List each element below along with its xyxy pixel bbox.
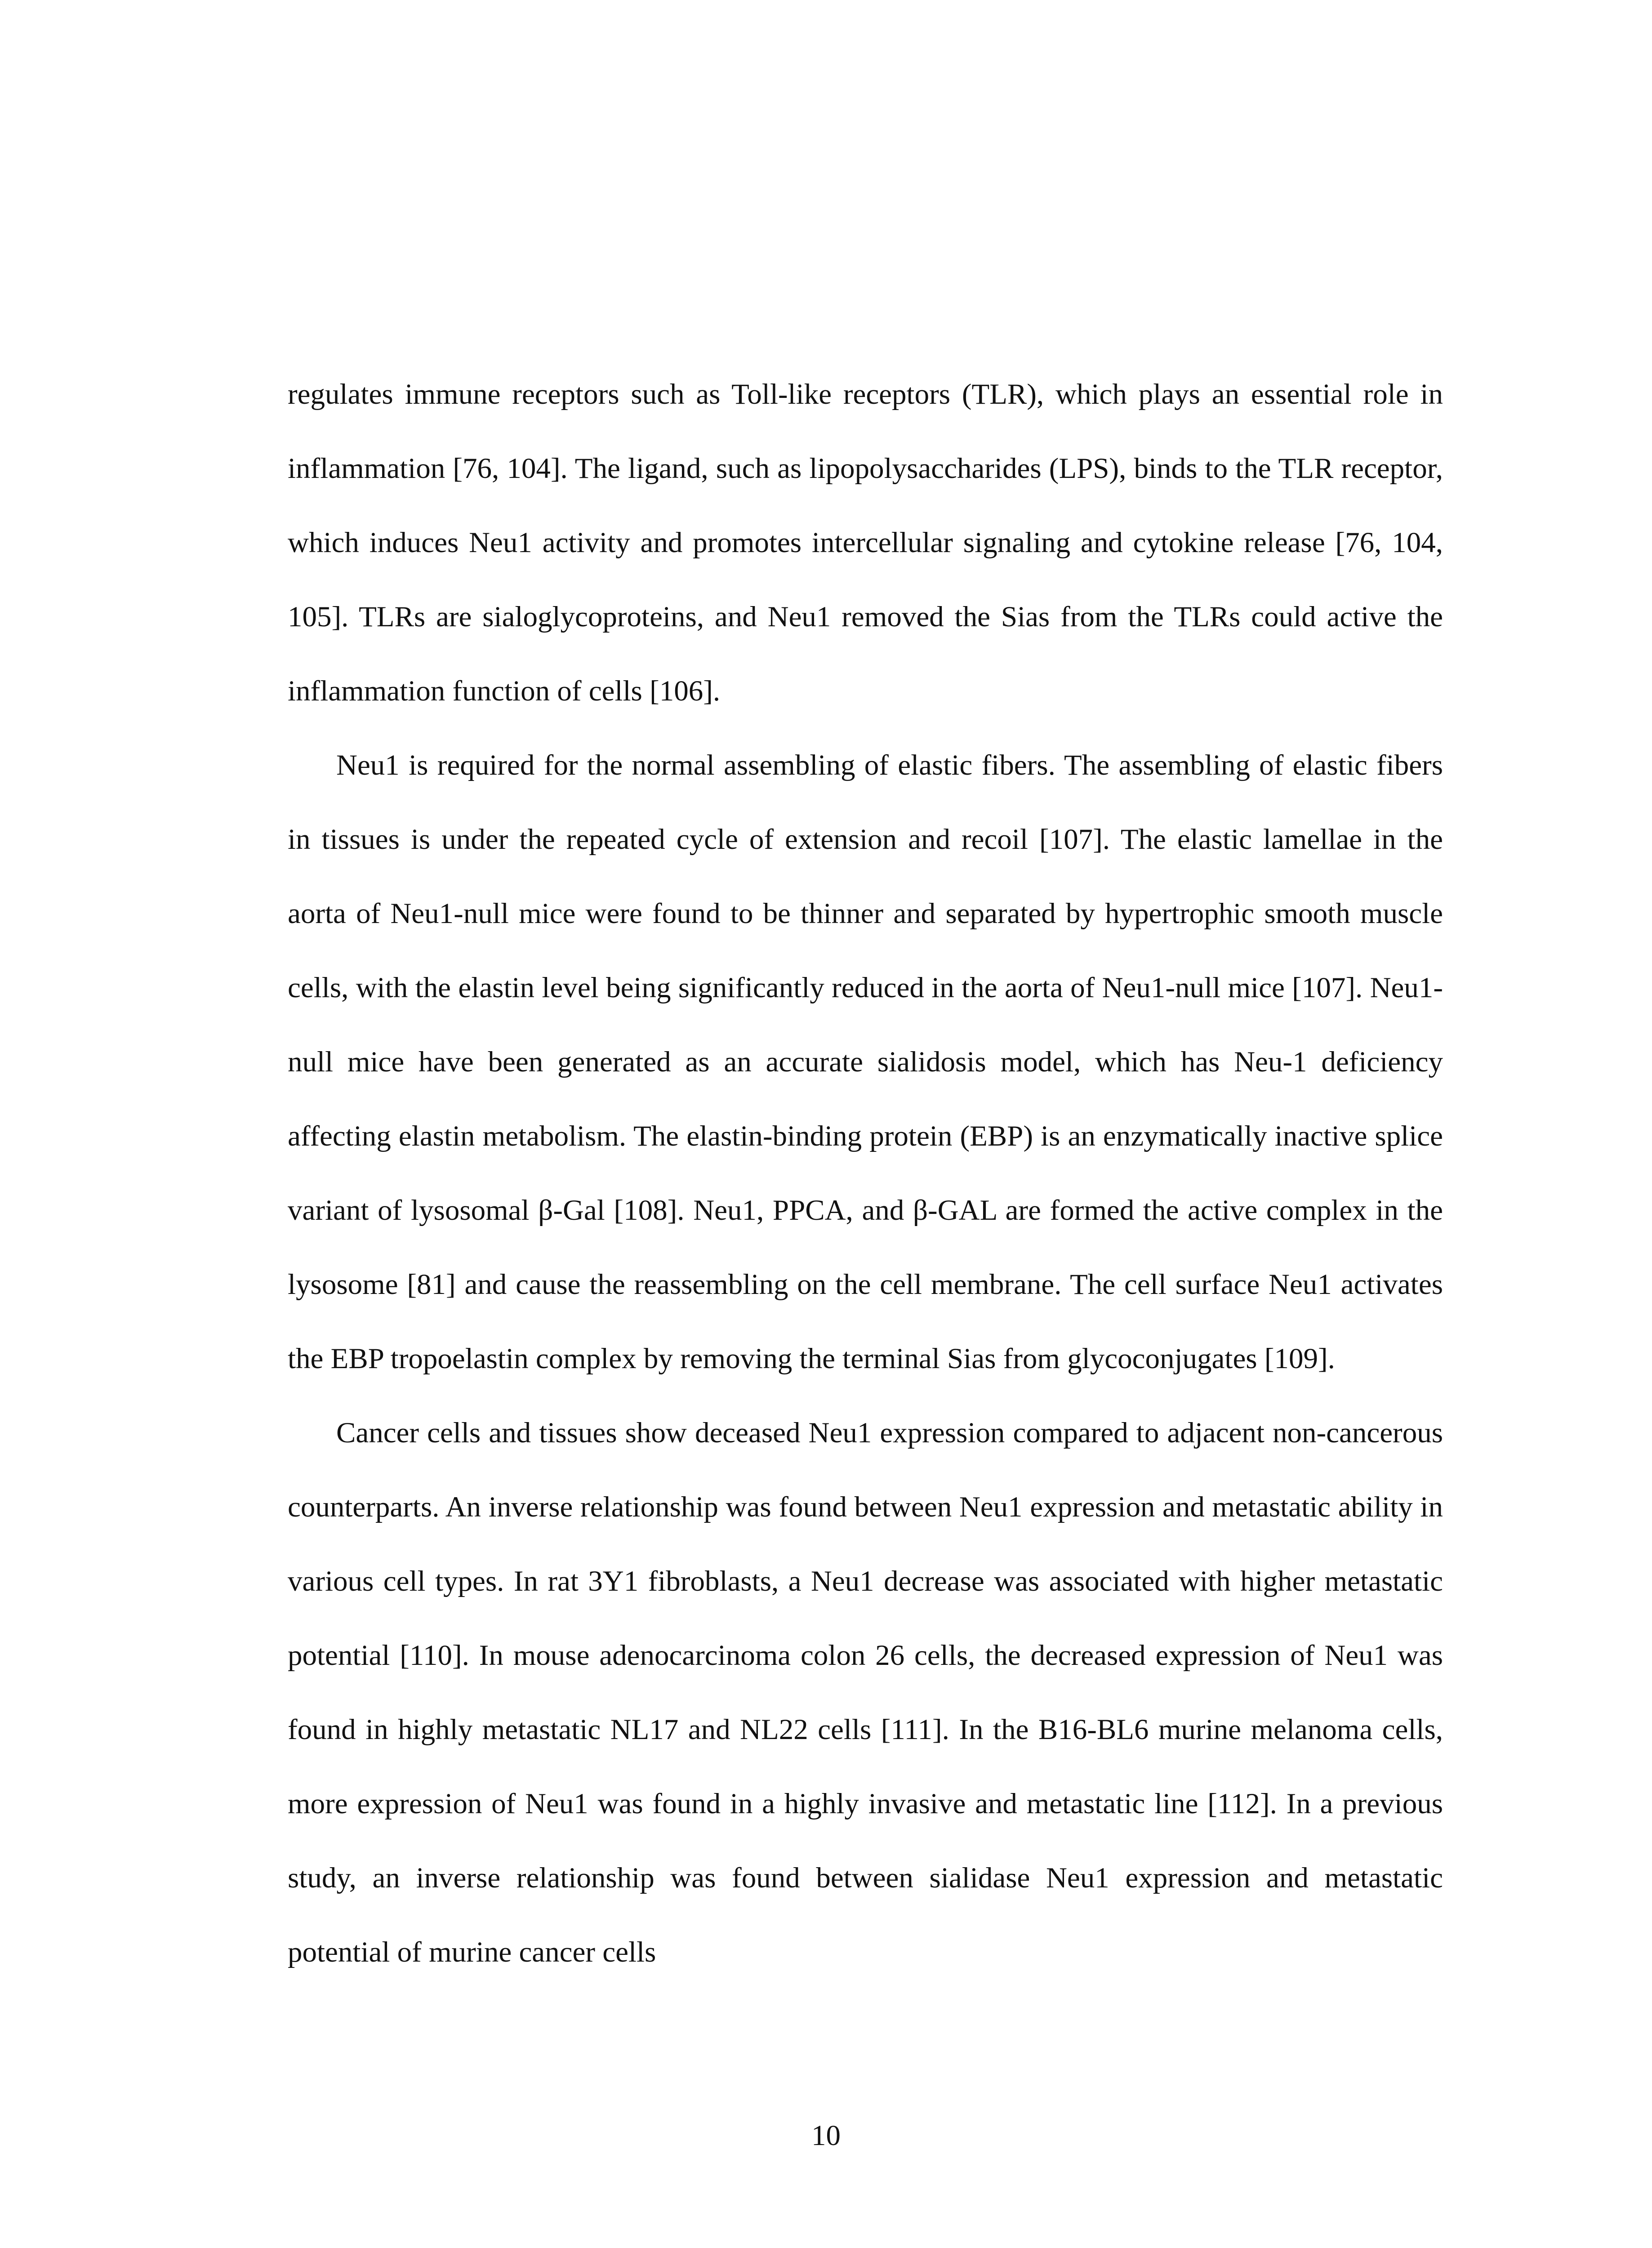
paragraph-tlr-inflammation: regulates immune receptors such as Toll-like receptors (TLR), which plays an essential role in inflammation [76, 104]. The ligand, such as lipopolysaccharides (LPS), binds to the TLR receptor, which induces Neu1 activity and promotes intercellular signaling and cytokine release [76, 104, 105]. TLRs are sialoglycoproteins, and Neu1 removed the Sias from the TLRs could active the inflammation function of cells [106]. [288,378,1443,707]
paragraph-cancer-metastasis: Cancer cells and tissues show deceased Neu1 expression compared to adjacent non-cancerous counterparts. An inverse relationship was found between Neu1 expression and metastatic ability in various cell types. In rat 3Y1 fibroblasts, a Neu1 decrease was associated with higher metastatic potential [110]. In mouse adenocarcinoma colon 26 cells, the decreased expression of Neu1 was found in highly metastatic NL17 and NL22 cells [111]. In the B16-BL6 murine melanoma cells, more expression of Neu1 was found in a highly invasive and metastatic line [112]. In a previous study, an inverse relationship was found between sialidase Neu1 expression and metastatic potential of murine cancer cells [288,1417,1443,1968]
body-text [288,357,1443,1989]
paragraph-elastic-fibers: Neu1 is required for the normal assembling of elastic fibers. The assembling of elastic fibers in tissues is under the repeated cycle of extension and recoil [107]. The elastic lamellae in the aorta of Neu1-null mice were found to be thinner and separated by hypertrophic smooth muscle cells, with the elastin level being significantly reduced in the aorta of Neu1-null mice [107]. Neu1-null mice have been generated as an accurate sialidosis model, which has Neu-1 deficiency affecting elastin metabolism. The elastin-binding protein (EBP) is an enzymatically inactive splice variant of lysosomal β-Gal [108]. Neu1, PPCA, and β-GAL are formed the active complex in the lysosome [81] and cause the reassembling on the cell membrane. The cell surface Neu1 activates the EBP tropoelastin complex by removing the terminal Sias from glycoconjugates [109]. [288,749,1443,1375]
page-number: 10 [811,2119,841,2152]
